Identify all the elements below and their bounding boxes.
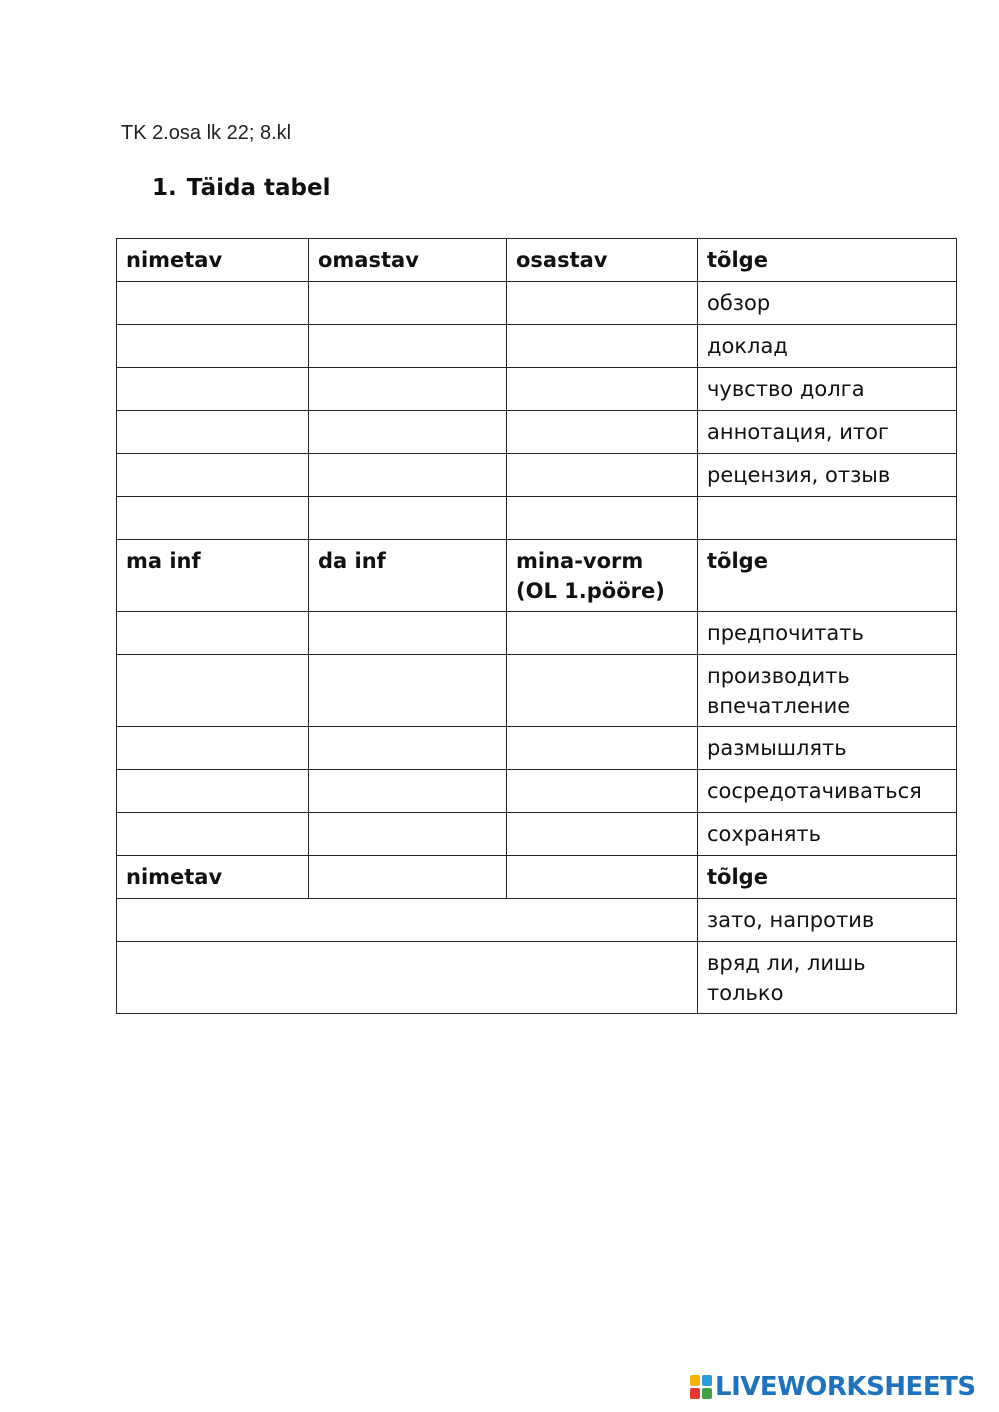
column-header-tolge: tõlge: [698, 856, 957, 899]
table-row: [117, 282, 957, 325]
liveworksheets-logo-icon: [690, 1375, 712, 1399]
table-header-row: [117, 856, 957, 899]
table-row: [117, 813, 957, 856]
answer-cell[interactable]: [117, 770, 309, 813]
column-header-tolge: tõlge: [698, 540, 957, 612]
table-row-empty: [117, 497, 957, 540]
column-header-tolge: tõlge: [698, 239, 957, 282]
answer-cell[interactable]: [309, 770, 507, 813]
column-header-ma-inf: ma inf: [117, 540, 309, 612]
answer-cell[interactable]: [309, 368, 507, 411]
translation-cell: вряд ли, лишь только: [698, 942, 957, 1014]
answer-cell[interactable]: [507, 325, 698, 368]
column-header-nimetav: nimetav: [117, 239, 309, 282]
translation-cell: сосредотачиваться: [698, 770, 957, 813]
table-row: [117, 411, 957, 454]
answer-cell[interactable]: [117, 368, 309, 411]
translation-cell: размышлять: [698, 727, 957, 770]
answer-cell[interactable]: [117, 813, 309, 856]
answer-cell[interactable]: [309, 325, 507, 368]
translation-cell: производить впечатление: [698, 655, 957, 727]
answer-cell[interactable]: [117, 727, 309, 770]
table-row: [117, 727, 957, 770]
answer-cell[interactable]: [507, 411, 698, 454]
table-header-row: [117, 239, 957, 282]
translation-cell: предпочитать: [698, 612, 957, 655]
document-header: TK 2.osa lk 22; 8.kl: [121, 122, 292, 144]
translation-cell: сохранять: [698, 813, 957, 856]
table-row: [117, 368, 957, 411]
liveworksheets-logo: [690, 1370, 976, 1404]
answer-cell[interactable]: [309, 612, 507, 655]
empty-cell: [507, 856, 698, 899]
answer-cell[interactable]: [507, 282, 698, 325]
translation-cell: аннотация, итог: [698, 411, 957, 454]
translation-cell: зато, напротив: [698, 899, 957, 942]
answer-cell[interactable]: [507, 813, 698, 856]
logo-text: LIVEWORKSHEETS: [715, 1372, 976, 1402]
table-row: [117, 770, 957, 813]
empty-cell: [117, 497, 309, 540]
task-number: 1.: [152, 175, 177, 201]
translation-cell: чувство долга: [698, 368, 957, 411]
translation-cell: доклад: [698, 325, 957, 368]
table-row: [117, 899, 957, 942]
answer-cell[interactable]: [507, 454, 698, 497]
empty-cell: [309, 856, 507, 899]
answer-cell[interactable]: [507, 368, 698, 411]
answer-cell[interactable]: [117, 899, 698, 942]
answer-cell[interactable]: [117, 411, 309, 454]
answer-cell[interactable]: [117, 942, 698, 1014]
answer-cell[interactable]: [309, 411, 507, 454]
answer-cell[interactable]: [309, 454, 507, 497]
empty-cell: [507, 497, 698, 540]
answer-cell[interactable]: [117, 655, 309, 727]
answer-cell[interactable]: [507, 655, 698, 727]
table-row: [117, 655, 957, 727]
empty-cell: [309, 497, 507, 540]
task-title-text: Täida tabel: [186, 175, 331, 201]
answer-cell[interactable]: [309, 813, 507, 856]
column-header-nimetav: nimetav: [117, 856, 309, 899]
table-row: [117, 612, 957, 655]
column-header-omastav: omastav: [309, 239, 507, 282]
table-header-row: [117, 540, 957, 612]
answer-cell[interactable]: [507, 770, 698, 813]
answer-cell[interactable]: [117, 325, 309, 368]
answer-cell[interactable]: [507, 727, 698, 770]
worksheet-table: [116, 238, 957, 1014]
answer-cell[interactable]: [117, 454, 309, 497]
answer-cell[interactable]: [309, 655, 507, 727]
column-header-da-inf: da inf: [309, 540, 507, 612]
answer-cell[interactable]: [309, 727, 507, 770]
answer-cell[interactable]: [507, 612, 698, 655]
translation-cell: рецензия, отзыв: [698, 454, 957, 497]
table-row: [117, 454, 957, 497]
answer-cell[interactable]: [117, 282, 309, 325]
answer-cell[interactable]: [117, 612, 309, 655]
table-row: [117, 942, 957, 1014]
answer-cell[interactable]: [309, 282, 507, 325]
column-header-mina-vorm: mina-vorm (OL 1.pööre): [507, 540, 698, 612]
empty-cell: [698, 497, 957, 540]
task-title: [152, 175, 330, 201]
translation-cell: обзор: [698, 282, 957, 325]
table-row: [117, 325, 957, 368]
column-header-osastav: osastav: [507, 239, 698, 282]
